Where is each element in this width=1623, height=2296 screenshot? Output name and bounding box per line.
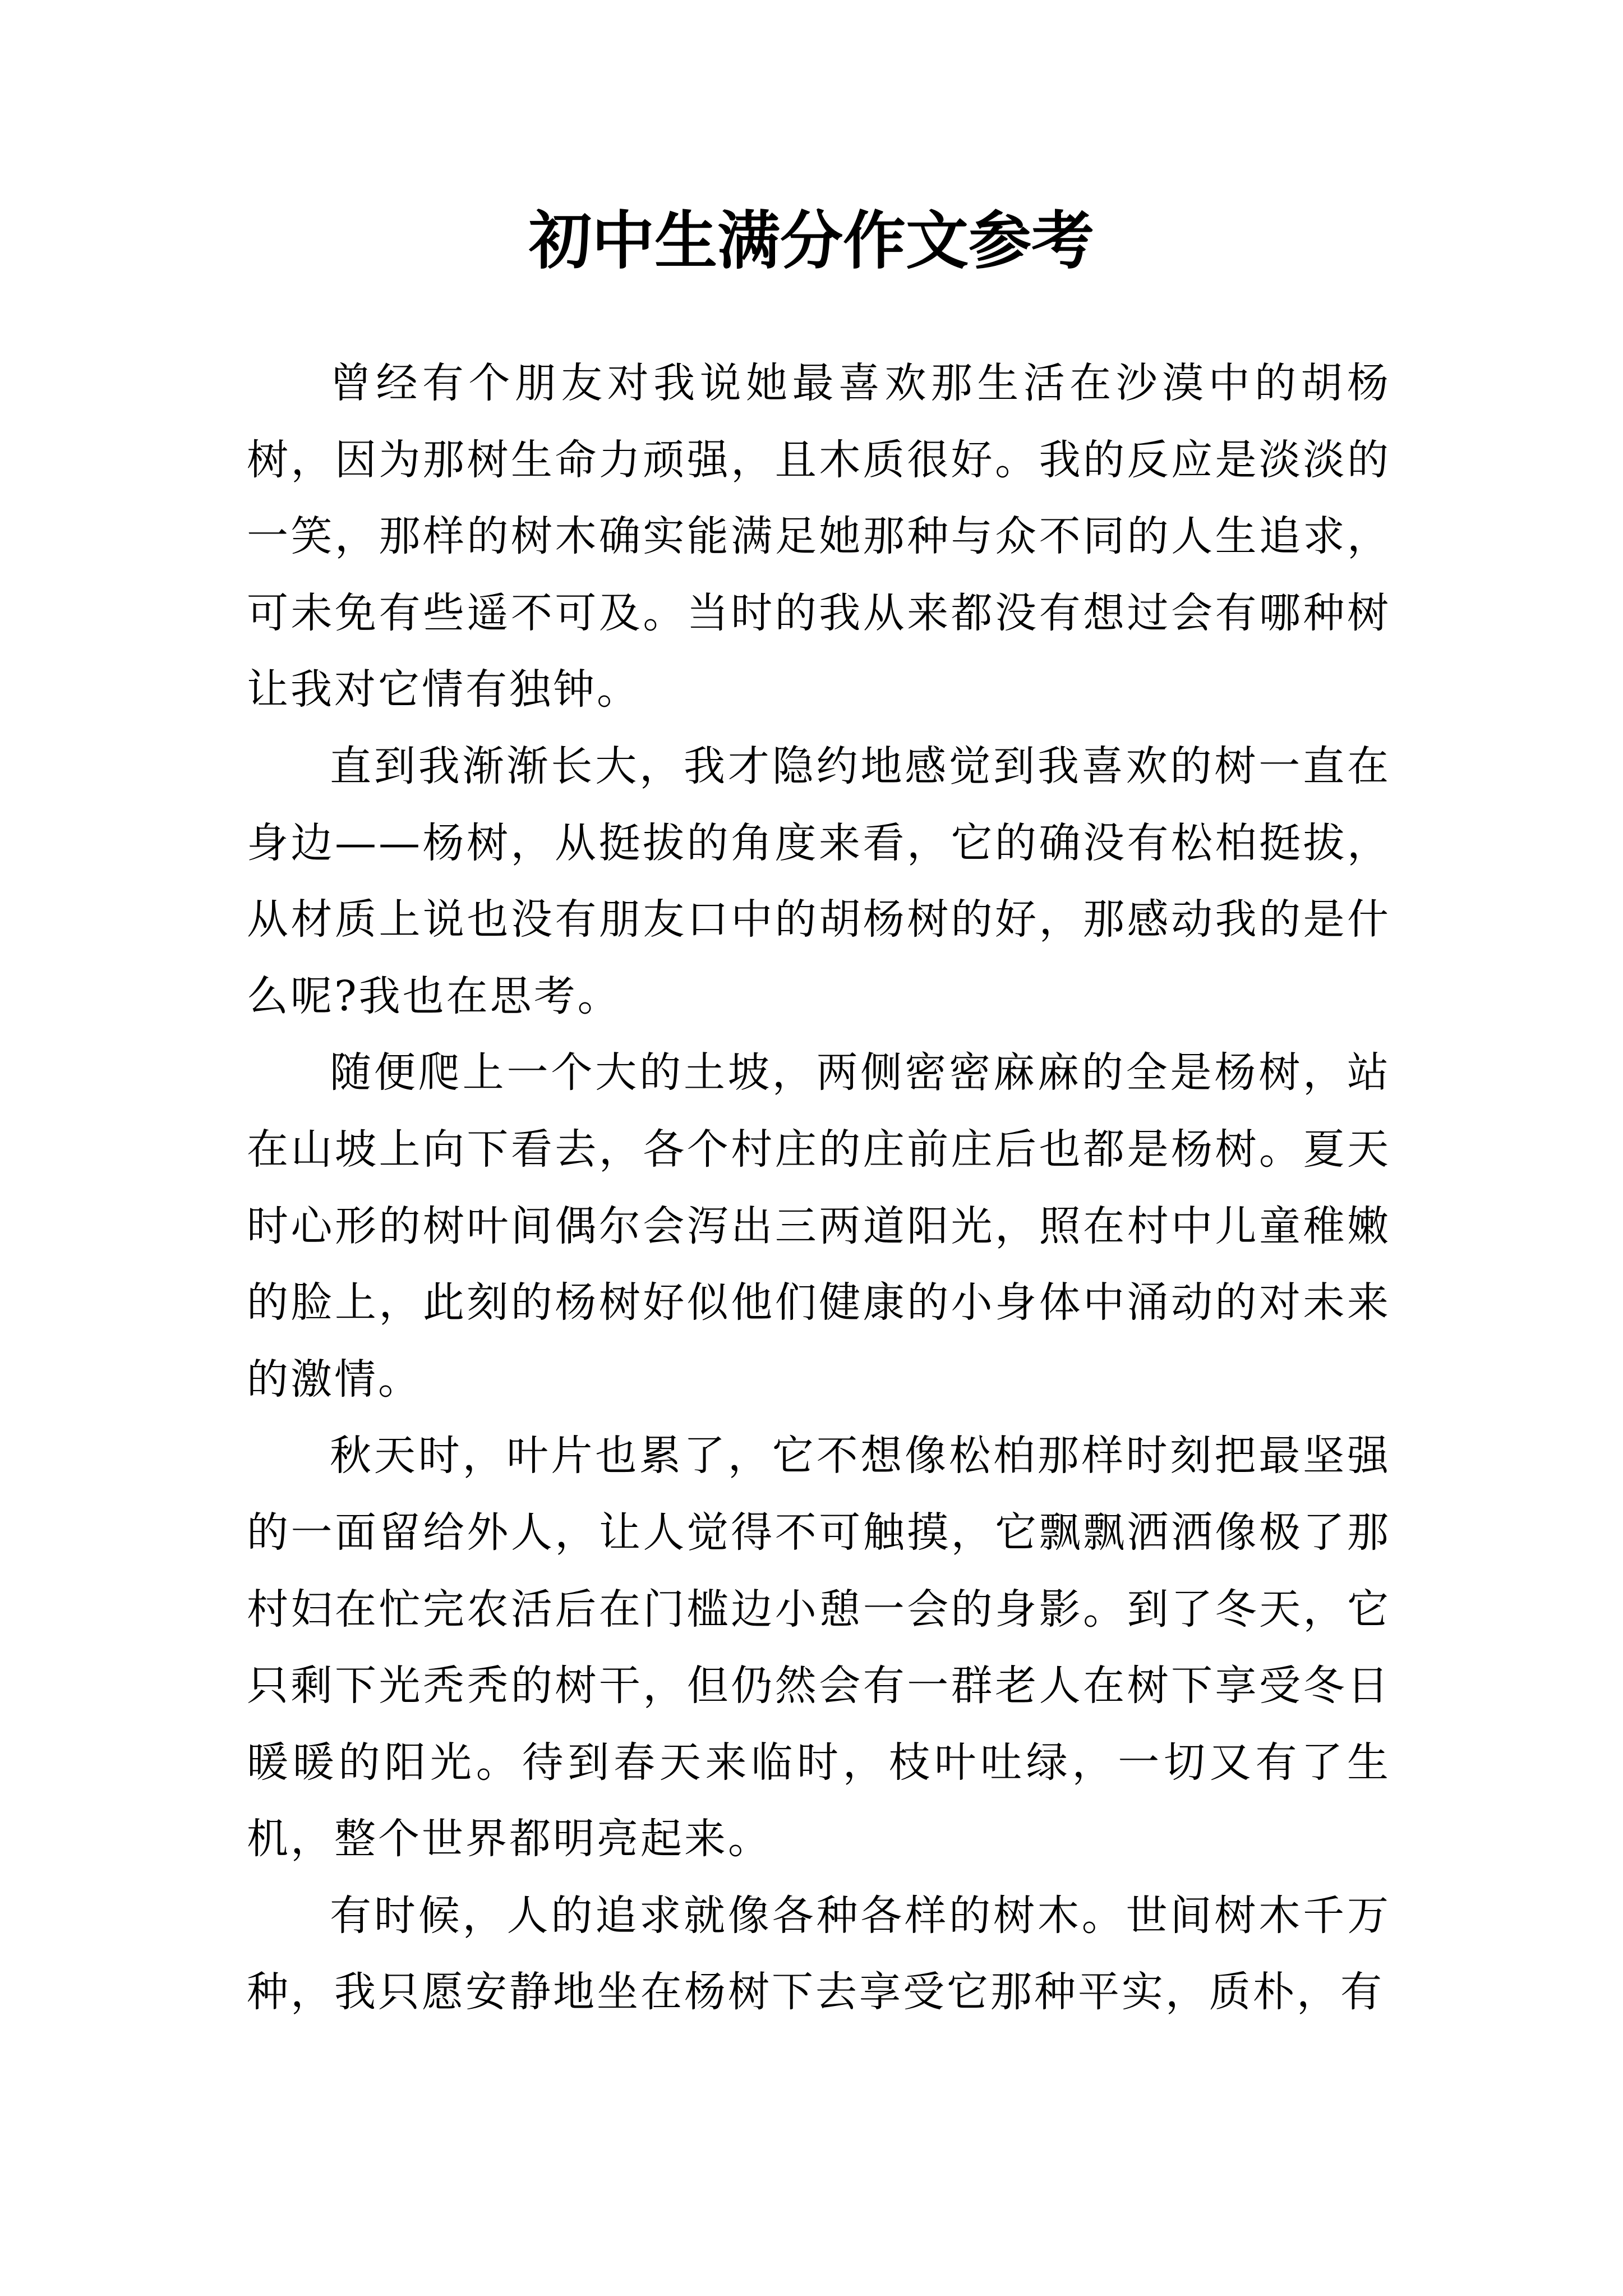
document-title: 初中生满分作文参考 [529, 204, 1094, 278]
paragraph: 曾经有个朋友对我说她最喜欢那生活在沙漠中的胡杨树，因为那树生命力顽强，且木质很好。我的反应是淡淡的一笑，那样的树木确实能满足她那种与众不同的人生追求，可未免有些遥不可及。当时的我从来都没有想过会有哪种树让我对它情有独钟。 [247, 359, 1391, 714]
paragraph: 秋天时，叶片也累了，它不想像松柏那样时刻把最坚强的一面留给外人，让人觉得不可触摸，它飘飘洒洒像极了那村妇在忙完农活后在门槛边小憩一会的身影。到了冬天，它只剩下光秃秃的树干，但仍然会有一群老人在树下享受冬日暖暖的阳光。待到春天来临时，枝叶吐绿，一切又有了生机，整个世界都明亮起来。 [247, 1432, 1391, 1864]
paragraph: 随便爬上一个大的土坡，两侧密密麻麻的全是杨树，站在山坡上向下看去，各个村庄的庄前庄后也都是杨树。夏天时心形的树叶间偶尔会泻出三两道阳光，照在村中儿童稚嫩的脸上，此刻的杨树好似他们健康的小身体中涌动的对未来的激情。 [247, 1048, 1391, 1404]
paragraph: 直到我渐渐长大，我才隐约地感觉到我喜欢的树一直在身边——杨树，从挺拔的角度来看，它的确没有松柏挺拔，从材质上说也没有朋友口中的胡杨树的好，那感动我的是什么呢?我也在思考。 [247, 742, 1391, 1020]
document-body [247, 345, 1391, 2031]
paragraph: 有时候，人的追求就像各种各样的树木。世间树木千万种，我只愿安静地坐在杨树下去享受它那种平实，质朴，有 [247, 1891, 1391, 2017]
